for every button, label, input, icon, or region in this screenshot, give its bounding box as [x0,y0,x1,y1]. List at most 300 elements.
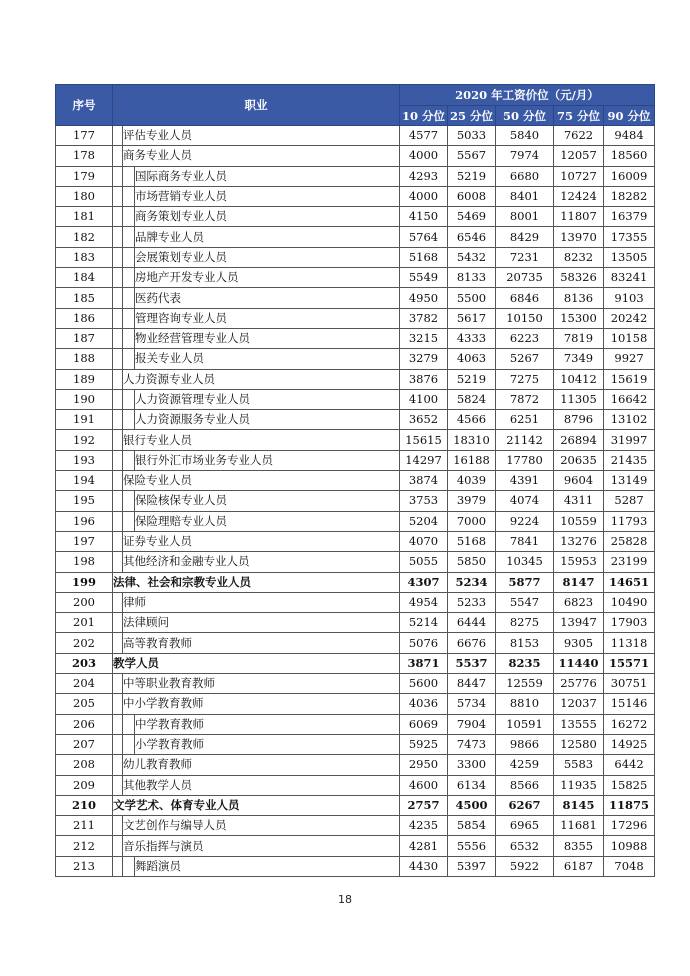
row-p75: 26894 [554,430,604,450]
row-p25: 5824 [448,389,496,409]
indent-cell [113,816,123,836]
row-occupation: 管理咨询专业人员 [135,308,400,328]
row-p25: 5219 [448,369,496,389]
row-p75: 15300 [554,308,604,328]
indent-cell [123,734,135,754]
row-p75: 9305 [554,633,604,653]
row-p10: 3876 [400,369,448,389]
row-p25: 5617 [448,308,496,328]
row-p25: 4566 [448,410,496,430]
indent-cell [113,694,123,714]
row-p90: 15825 [604,775,655,795]
row-p75: 11681 [554,816,604,836]
row-p90: 30751 [604,674,655,694]
row-seq: 196 [56,511,113,531]
table-body [56,126,655,877]
indent-cell [123,247,135,267]
indent-cell [123,389,135,409]
header-p90: 90 分位 [604,106,655,126]
row-p25: 3300 [448,755,496,775]
row-p50: 5547 [496,592,554,612]
row-p90: 14651 [604,572,655,592]
row-p50: 9224 [496,511,554,531]
row-occupation: 房地产开发专业人员 [135,268,400,288]
row-occupation: 律师 [123,592,400,612]
row-occupation: 银行专业人员 [123,430,400,450]
indent-cell [123,227,135,247]
row-p25: 5734 [448,694,496,714]
row-p10: 3874 [400,471,448,491]
row-p10: 5076 [400,633,448,653]
row-p25: 5234 [448,572,496,592]
row-occupation: 银行外汇市场业务专业人员 [135,450,400,470]
table-row [56,328,655,348]
indent-cell [123,856,135,876]
row-p50: 8401 [496,186,554,206]
indent-cell [113,531,123,551]
row-occupation: 商务专业人员 [123,146,400,166]
row-p90: 18560 [604,146,655,166]
row-p75: 8136 [554,288,604,308]
table-row [56,531,655,551]
wage-table [55,84,655,877]
row-p90: 13102 [604,410,655,430]
row-seq: 206 [56,714,113,734]
row-p90: 5287 [604,491,655,511]
table-row [56,349,655,369]
row-seq: 187 [56,328,113,348]
row-p90: 17355 [604,227,655,247]
indent-cell [113,207,123,227]
table-row [56,308,655,328]
row-p25: 5854 [448,816,496,836]
row-p90: 16009 [604,166,655,186]
indent-cell [113,755,123,775]
row-p25: 5567 [448,146,496,166]
row-p25: 5432 [448,247,496,267]
page-number: 18 [338,893,352,906]
row-p75: 8145 [554,795,604,815]
row-p50: 5922 [496,856,554,876]
row-p75: 58326 [554,268,604,288]
row-p50: 6267 [496,795,554,815]
row-p25: 4500 [448,795,496,815]
row-p50: 21142 [496,430,554,450]
row-p25: 8447 [448,674,496,694]
row-p25: 5556 [448,836,496,856]
row-p75: 15953 [554,552,604,572]
row-p90: 15571 [604,653,655,673]
row-p25: 5850 [448,552,496,572]
indent-cell [123,288,135,308]
indent-cell [113,166,123,186]
row-p75: 9604 [554,471,604,491]
table-row [56,430,655,450]
row-occupation: 物业经营管理专业人员 [135,328,400,348]
row-p50: 5877 [496,572,554,592]
table-row [56,755,655,775]
table-row [56,856,655,876]
row-p50: 7841 [496,531,554,551]
row-p75: 20635 [554,450,604,470]
row-p10: 2950 [400,755,448,775]
row-p25: 7473 [448,734,496,754]
row-seq: 201 [56,613,113,633]
header-wage-group: 2020 年工资价位（元/月） [400,85,655,106]
row-seq: 179 [56,166,113,186]
indent-cell [123,268,135,288]
row-seq: 183 [56,247,113,267]
table-row [56,836,655,856]
row-p10: 5925 [400,734,448,754]
row-occupation: 人力资源服务专业人员 [135,410,400,430]
row-occupation: 音乐指挥与演员 [123,836,400,856]
row-p10: 4235 [400,816,448,836]
table-row [56,674,655,694]
row-p90: 10490 [604,592,655,612]
row-p75: 12057 [554,146,604,166]
row-p50: 10345 [496,552,554,572]
table-row [56,268,655,288]
row-occupation: 中小学教育教师 [123,694,400,714]
row-p10: 4000 [400,146,448,166]
row-p75: 7819 [554,328,604,348]
row-occupation: 保险核保专业人员 [135,491,400,511]
row-p25: 5500 [448,288,496,308]
row-p10: 5214 [400,613,448,633]
indent-cell [113,126,123,146]
row-p50: 8566 [496,775,554,795]
row-p25: 7904 [448,714,496,734]
indent-cell [113,227,123,247]
table-row [56,491,655,511]
indent-cell [113,268,123,288]
row-seq: 191 [56,410,113,430]
row-occupation: 高等教育教师 [123,633,400,653]
row-p75: 4311 [554,491,604,511]
table-row [56,572,655,592]
indent-cell [123,308,135,328]
row-p25: 3979 [448,491,496,511]
row-p50: 5267 [496,349,554,369]
row-p10: 3279 [400,349,448,369]
row-p90: 18282 [604,186,655,206]
header-occupation: 职业 [113,85,400,126]
row-p10: 4070 [400,531,448,551]
indent-cell [113,349,123,369]
row-p10: 5600 [400,674,448,694]
row-p25: 5168 [448,531,496,551]
row-p75: 11440 [554,653,604,673]
row-p10: 5055 [400,552,448,572]
indent-cell [113,389,123,409]
row-occupation: 中等职业教育教师 [123,674,400,694]
row-occupation: 教学人员 [113,653,400,673]
row-p10: 3782 [400,308,448,328]
indent-cell [113,613,123,633]
row-seq: 177 [56,126,113,146]
row-occupation: 商务策划专业人员 [135,207,400,227]
row-seq: 193 [56,450,113,470]
table-row [56,126,655,146]
indent-cell [113,288,123,308]
row-p10: 4150 [400,207,448,227]
table-row [56,227,655,247]
table-row [56,369,655,389]
row-p75: 13276 [554,531,604,551]
row-p90: 11875 [604,795,655,815]
indent-cell [113,674,123,694]
row-occupation: 法律顾问 [123,613,400,633]
row-p50: 6965 [496,816,554,836]
table-row [56,207,655,227]
row-p50: 6223 [496,328,554,348]
row-p75: 10412 [554,369,604,389]
row-occupation: 人力资源专业人员 [123,369,400,389]
table-row [56,653,655,673]
row-p75: 11935 [554,775,604,795]
indent-cell [113,592,123,612]
header-p25: 25 分位 [448,106,496,126]
row-p10: 5168 [400,247,448,267]
row-occupation: 舞蹈演员 [135,856,400,876]
row-p75: 7349 [554,349,604,369]
row-seq: 188 [56,349,113,369]
row-seq: 190 [56,389,113,409]
row-p75: 13555 [554,714,604,734]
row-p10: 4577 [400,126,448,146]
row-p10: 3871 [400,653,448,673]
row-p25: 8133 [448,268,496,288]
row-p50: 8429 [496,227,554,247]
table-row [56,450,655,470]
row-p75: 6823 [554,592,604,612]
header-seq: 序号 [56,85,113,126]
row-p75: 6187 [554,856,604,876]
row-seq: 211 [56,816,113,836]
row-p10: 4950 [400,288,448,308]
table-row [56,511,655,531]
row-p50: 7974 [496,146,554,166]
row-p75: 25776 [554,674,604,694]
table-row [56,288,655,308]
row-p25: 16188 [448,450,496,470]
row-p90: 16272 [604,714,655,734]
row-occupation: 医药代表 [135,288,400,308]
indent-cell [113,186,123,206]
row-p75: 13947 [554,613,604,633]
row-p50: 10150 [496,308,554,328]
row-p25: 6546 [448,227,496,247]
row-p10: 4100 [400,389,448,409]
row-p50: 6532 [496,836,554,856]
header-p50: 50 分位 [496,106,554,126]
row-p50: 4074 [496,491,554,511]
row-p25: 5219 [448,166,496,186]
row-p90: 14925 [604,734,655,754]
row-p90: 15146 [604,694,655,714]
row-p90: 9927 [604,349,655,369]
row-seq: 199 [56,572,113,592]
row-seq: 192 [56,430,113,450]
indent-cell [113,775,123,795]
row-seq: 189 [56,369,113,389]
row-occupation: 其他教学人员 [123,775,400,795]
row-seq: 213 [56,856,113,876]
indent-cell [123,207,135,227]
row-p25: 5469 [448,207,496,227]
row-p50: 8153 [496,633,554,653]
indent-cell [123,349,135,369]
row-p50: 7275 [496,369,554,389]
row-p50: 7872 [496,389,554,409]
indent-cell [113,511,123,531]
row-p90: 20242 [604,308,655,328]
table-row [56,552,655,572]
row-seq: 198 [56,552,113,572]
row-p10: 3215 [400,328,448,348]
row-p50: 6680 [496,166,554,186]
row-seq: 204 [56,674,113,694]
row-seq: 181 [56,207,113,227]
row-p75: 12580 [554,734,604,754]
row-occupation: 小学教育教师 [135,734,400,754]
indent-cell [113,450,123,470]
row-p90: 16379 [604,207,655,227]
row-occupation: 保险理赔专业人员 [135,511,400,531]
row-p50: 10591 [496,714,554,734]
row-occupation: 中学教育教师 [135,714,400,734]
indent-cell [123,714,135,734]
row-seq: 200 [56,592,113,612]
row-p50: 9866 [496,734,554,754]
row-seq: 205 [56,694,113,714]
row-seq: 185 [56,288,113,308]
table-row [56,816,655,836]
table-row [56,613,655,633]
table-row [56,592,655,612]
row-p10: 4000 [400,186,448,206]
row-p25: 6676 [448,633,496,653]
row-p25: 5537 [448,653,496,673]
row-p75: 13970 [554,227,604,247]
row-occupation: 保险专业人员 [123,471,400,491]
row-p10: 4600 [400,775,448,795]
row-p50: 7231 [496,247,554,267]
row-p90: 13505 [604,247,655,267]
row-p25: 6444 [448,613,496,633]
row-p50: 20735 [496,268,554,288]
row-p90: 21435 [604,450,655,470]
row-occupation: 幼儿教育教师 [123,755,400,775]
row-p50: 4391 [496,471,554,491]
row-p50: 4259 [496,755,554,775]
row-p90: 23199 [604,552,655,572]
row-p25: 7000 [448,511,496,531]
row-p90: 31997 [604,430,655,450]
row-p25: 6134 [448,775,496,795]
row-occupation: 会展策划专业人员 [135,247,400,267]
indent-cell [123,450,135,470]
indent-cell [113,247,123,267]
row-seq: 195 [56,491,113,511]
table-row [56,146,655,166]
row-p50: 17780 [496,450,554,470]
row-p10: 4430 [400,856,448,876]
row-p75: 8796 [554,410,604,430]
row-p25: 4039 [448,471,496,491]
row-p50: 8810 [496,694,554,714]
indent-cell [113,491,123,511]
row-p10: 5204 [400,511,448,531]
indent-cell [123,186,135,206]
row-p25: 4063 [448,349,496,369]
row-p50: 6251 [496,410,554,430]
row-p25: 5033 [448,126,496,146]
row-seq: 202 [56,633,113,653]
row-p90: 9484 [604,126,655,146]
table-row [56,775,655,795]
table-row [56,247,655,267]
row-occupation: 证券专业人员 [123,531,400,551]
table-row [56,734,655,754]
indent-cell [113,552,123,572]
row-p90: 11793 [604,511,655,531]
row-p75: 11807 [554,207,604,227]
row-p25: 5397 [448,856,496,876]
row-p75: 10727 [554,166,604,186]
indent-cell [113,328,123,348]
table-row [56,714,655,734]
table-row [56,410,655,430]
indent-cell [113,714,123,734]
row-p10: 3753 [400,491,448,511]
row-occupation: 文学艺术、体育专业人员 [113,795,400,815]
row-p75: 11305 [554,389,604,409]
row-p50: 8275 [496,613,554,633]
indent-cell [113,369,123,389]
row-p75: 12424 [554,186,604,206]
row-p10: 3652 [400,410,448,430]
row-p10: 4281 [400,836,448,856]
row-occupation: 评估专业人员 [123,126,400,146]
row-p75: 10559 [554,511,604,531]
row-seq: 208 [56,755,113,775]
row-occupation: 法律、社会和宗教专业人员 [113,572,400,592]
row-seq: 184 [56,268,113,288]
row-occupation: 市场营销专业人员 [135,186,400,206]
indent-cell [123,328,135,348]
row-p10: 4036 [400,694,448,714]
row-occupation: 国际商务专业人员 [135,166,400,186]
row-p10: 5764 [400,227,448,247]
row-p50: 6846 [496,288,554,308]
table-row [56,795,655,815]
row-seq: 197 [56,531,113,551]
row-seq: 182 [56,227,113,247]
row-p10: 15615 [400,430,448,450]
row-occupation: 文艺创作与编导人员 [123,816,400,836]
row-p90: 7048 [604,856,655,876]
indent-cell [113,734,123,754]
row-p25: 18310 [448,430,496,450]
row-p10: 5549 [400,268,448,288]
row-p25: 6008 [448,186,496,206]
indent-cell [113,410,123,430]
row-p90: 17296 [604,816,655,836]
indent-cell [113,471,123,491]
table-row [56,166,655,186]
